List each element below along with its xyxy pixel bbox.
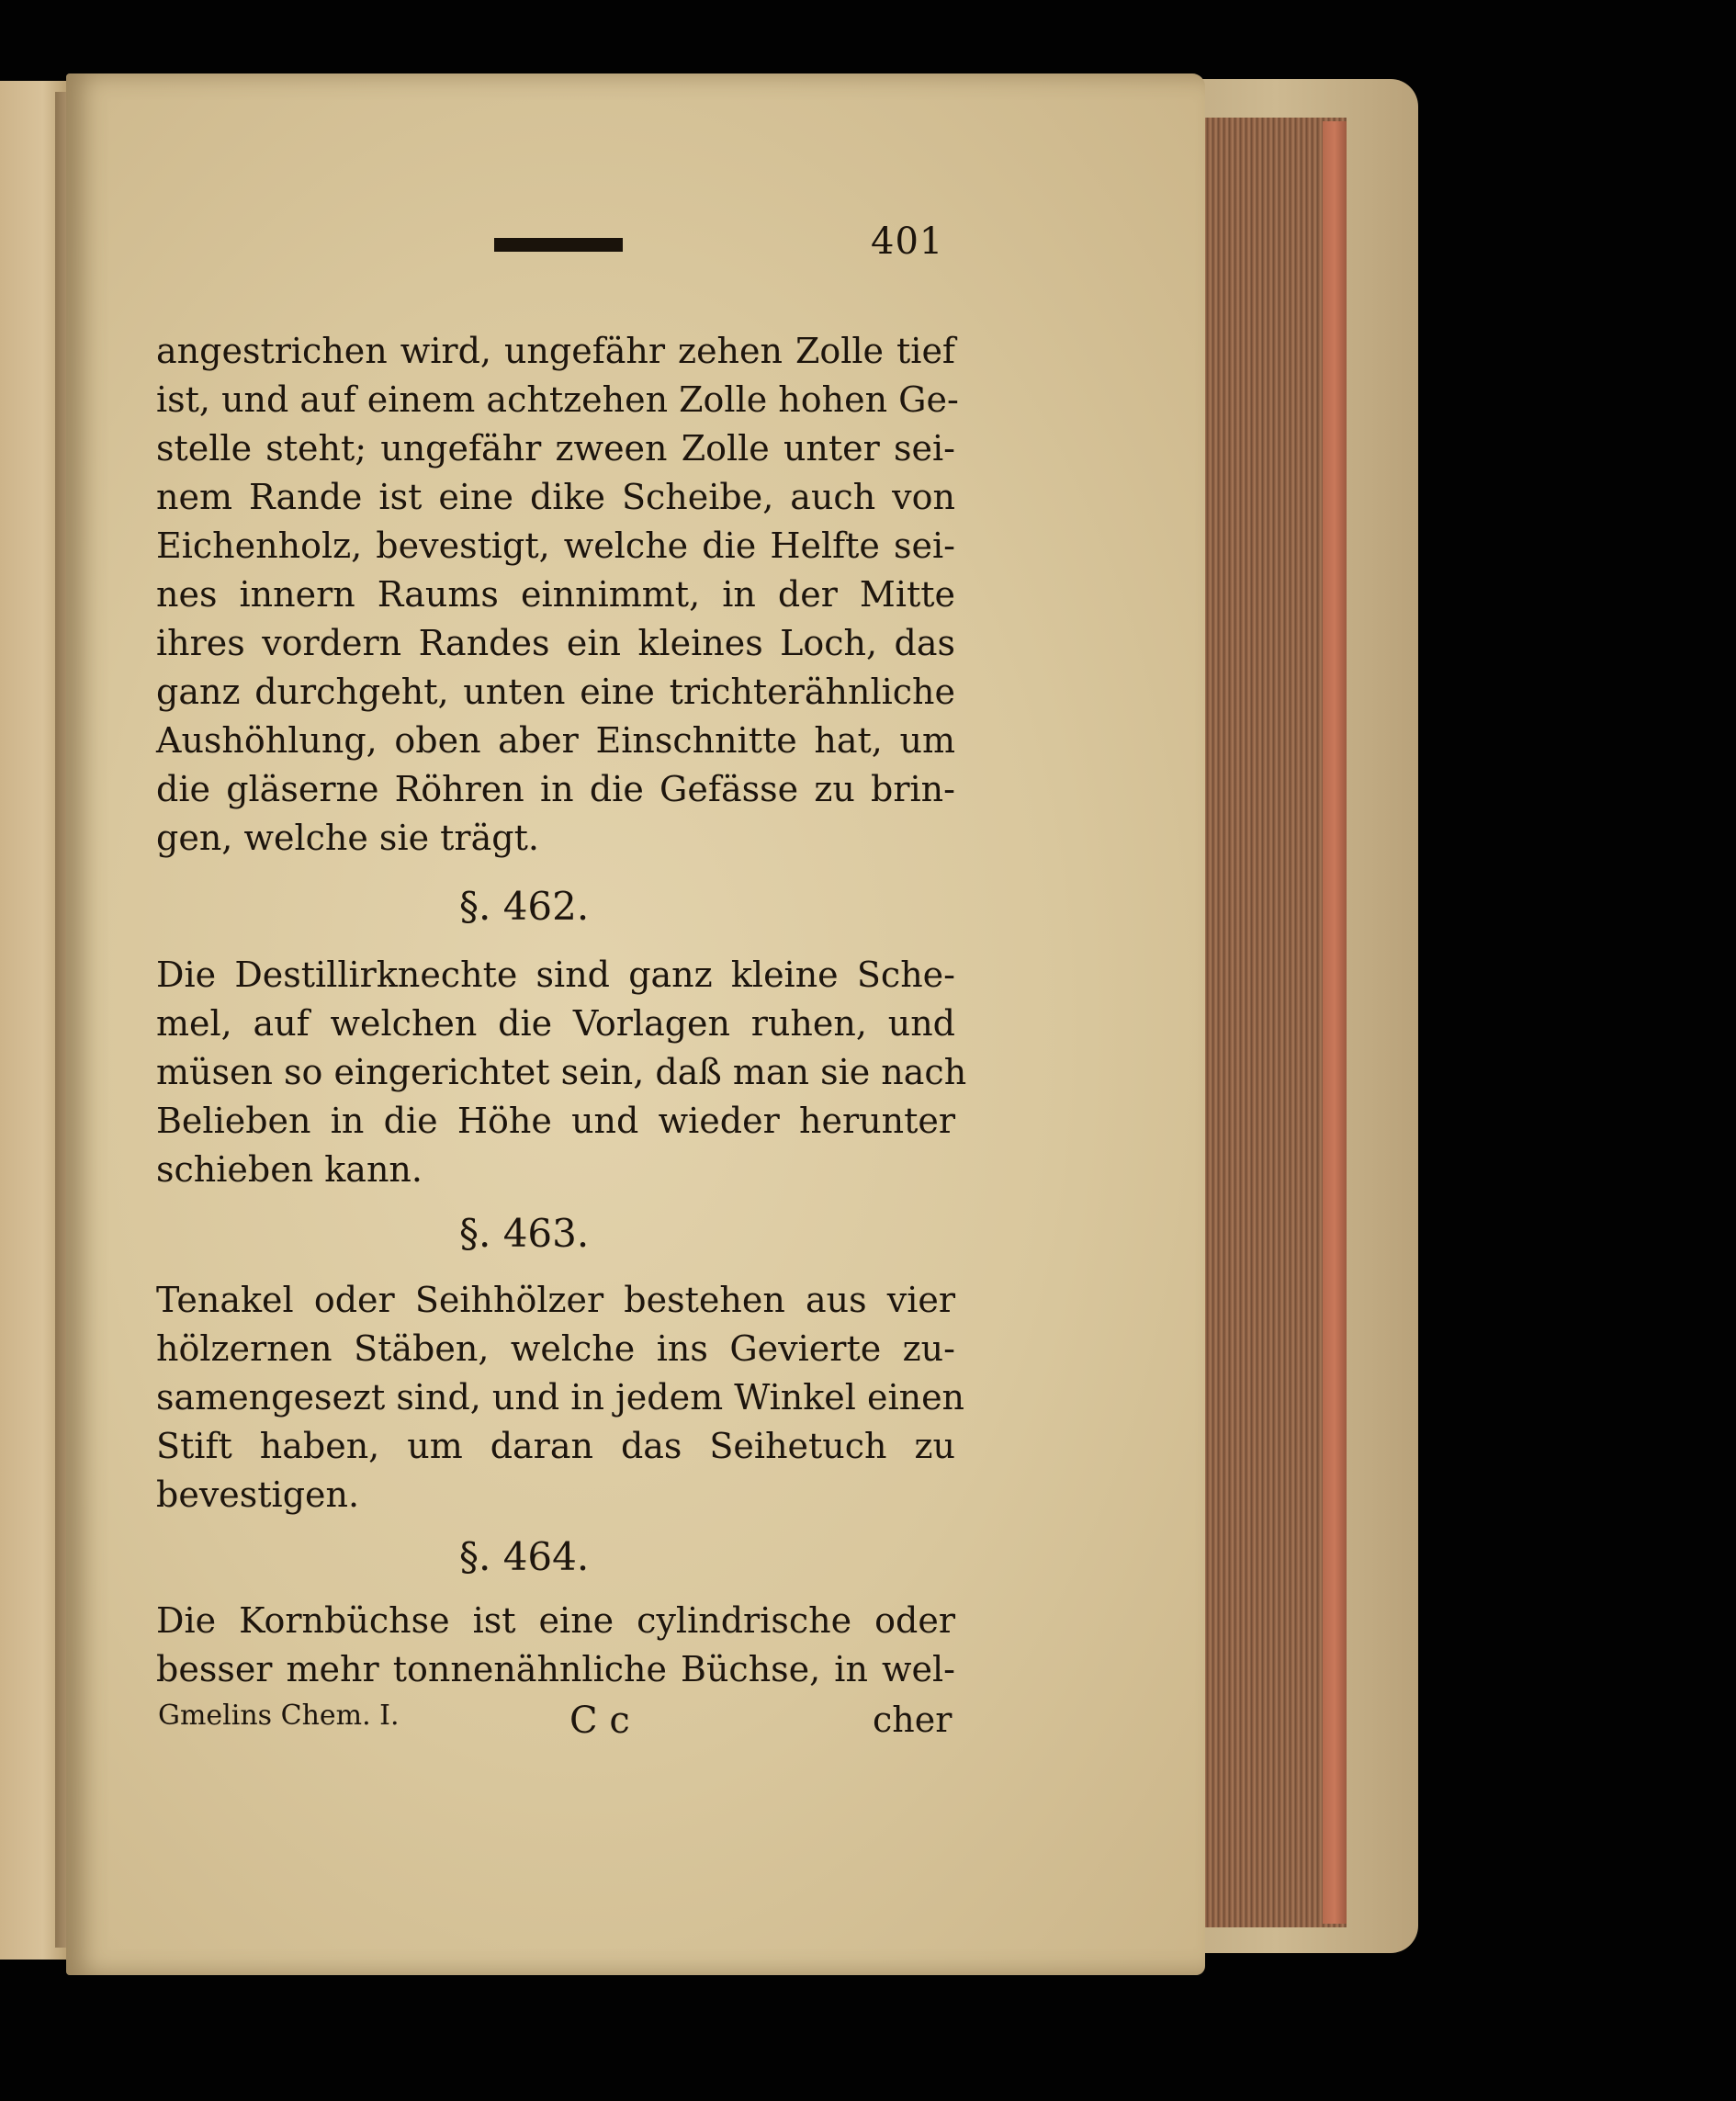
section-heading-463: §. 463. — [459, 1211, 590, 1256]
text-line: müsen so eingerichtet sein, daß man sie nach — [156, 1052, 967, 1092]
text-line: gen, welche sie trägt. — [156, 818, 539, 858]
red-edge-coloring — [1323, 121, 1347, 1924]
section-heading-462: §. 462. — [459, 884, 590, 929]
text-line: schieben kann. — [156, 1149, 423, 1190]
text-line: die gläserne Röhren in die Gefässe zu brin- — [156, 769, 955, 809]
text-line: stelle steht; ungefähr zween Zolle unter sei- — [156, 428, 955, 469]
text-line: Tenakel oder Seihhölzer bestehen aus vier — [156, 1280, 955, 1320]
text-line: besser mehr tonnenähnliche Büchse, in wel- — [156, 1649, 955, 1689]
section-heading-464: §. 464. — [459, 1534, 590, 1579]
signature-mark: C c — [569, 1700, 630, 1742]
text-line: bevestigen. — [156, 1474, 360, 1515]
text-line: Die Destillirknechte sind ganz kleine Sche- — [156, 954, 955, 995]
signature-title: Gmelins Chem. I. — [158, 1700, 400, 1732]
text-line: ihres vordern Randes ein kleines Loch, das — [156, 623, 955, 663]
text-line: ist, und auf einem achtzehen Zolle hohen Ge- — [156, 379, 959, 420]
page-number: 401 — [871, 220, 944, 263]
text-line: Aushöhlung, oben aber Einschnitte hat, um — [156, 720, 955, 761]
text-line: nes innern Raums einnimmt, in der Mitte — [156, 574, 955, 615]
header-rule — [494, 238, 623, 252]
text-line: ganz durchgeht, unten eine trichterähnliche — [156, 672, 955, 712]
text-line: mel, auf welchen die Vorlagen ruhen, und — [156, 1003, 955, 1044]
paragraph-464 — [156, 1597, 955, 1694]
text-line: Belieben in die Höhe und wieder herunter — [156, 1101, 955, 1141]
text-line: Die Kornbüchse ist eine cylindrische oder — [156, 1600, 955, 1641]
paragraph-463 — [156, 1276, 965, 1519]
paragraph-continuation — [156, 327, 959, 863]
text-line: angestrichen wird, ungefähr zehen Zolle tief — [156, 331, 955, 371]
text-line: nem Rande ist eine dike Scheibe, auch von — [156, 477, 955, 517]
text-line: hölzernen Stäben, welche ins Gevierte zu- — [156, 1328, 955, 1369]
paragraph-462 — [156, 951, 967, 1194]
text-line: Eichenholz, bevestigt, welche die Helfte sei- — [156, 525, 955, 566]
text-line: Stift haben, um daran das Seihetuch zu — [156, 1426, 955, 1466]
text-line: samengesezt sind, und in jedem Winkel einen — [156, 1377, 965, 1418]
catchword: cher — [873, 1700, 953, 1740]
